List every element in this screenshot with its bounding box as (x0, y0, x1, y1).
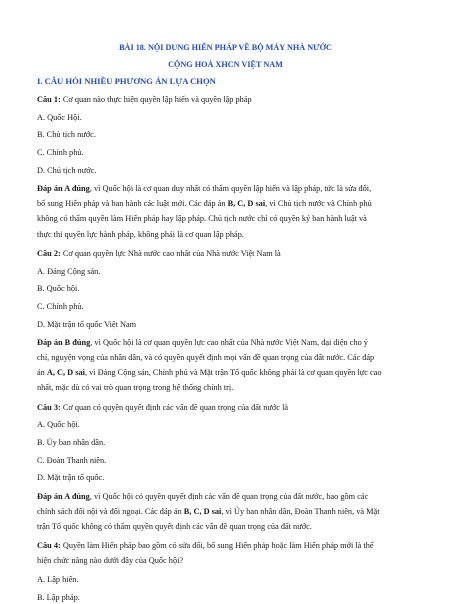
question-2 (37, 248, 414, 260)
answer-text: , vì Chủ tịch nước và Chính phủ (265, 199, 372, 209)
option: B. Quốc hội. (37, 284, 80, 294)
page-title: BÀI 18. NỘI DUNG HIẾN PHÁP VỀ BỘ MÁY NHÀ NƯỚC (119, 43, 332, 52)
answer-text: chí, nguyện vọng của nhân dân, và có quyền quyết định mọi vấn đề quan trọng của đất nước. Các đáp (37, 353, 375, 363)
question-text: hiện chức năng nào dưới đây của Quốc hội? (37, 556, 184, 566)
option: A. Đảng Cộng sản. (37, 266, 101, 276)
page-subtitle: CỘNG HOÀ XHCN VIỆT NAM (168, 60, 283, 69)
answer-text: , vì Quốc hội là cơ quan quyền lực cao nhất của Nhà nước Việt Nam, đại diện cho ý (90, 337, 368, 347)
question-label: Câu 1: (37, 95, 61, 104)
answer-text: nhất, mặc dù có vai trò quan trọng trong hệ thống chính trị. (37, 383, 234, 393)
question-label: Câu 2: (37, 248, 61, 258)
answer-text: chính sách đối nội và đối ngoại. Các đáp án (37, 506, 184, 516)
question-label: Câu 4: (37, 541, 61, 551)
question-4 (37, 538, 414, 568)
option: B. Lập pháp. (37, 592, 80, 602)
answer-explanation-3 (37, 489, 414, 535)
answer-text: , vì Ủy ban nhân dân, Đoàn Thanh niên, và Mặt (221, 506, 380, 516)
answer-label: Đáp án A đúng (37, 491, 90, 501)
answer-text: thực thi quyền lực hành pháp, không phải là cơ quan lập pháp. (37, 229, 244, 239)
option: B. Chủ tịch nước. (37, 130, 96, 140)
option: A. Quốc Hội. (37, 112, 82, 122)
question-1 (37, 94, 414, 106)
option: D. Mặt trận tổ quốc Việt Nam (37, 319, 137, 329)
answer-label: Đáp án B đúng (37, 337, 91, 347)
question-text: Cơ quan nào thực hiện quyền lập hiến và quyền lập pháp (60, 95, 252, 104)
option: B. Ủy ban nhân dân. (37, 438, 106, 448)
option: D. Mặt trận tổ quốc. (37, 473, 105, 483)
answer-text: không có thẩm quyền làm Hiến pháp hay lập pháp. Chủ tịch nước chỉ có quyền ký ban hành luật và (37, 214, 367, 224)
answer-wrong-options: A, C, D sai (46, 368, 85, 378)
option: A. Lập hiến. (37, 575, 79, 585)
question-3 (37, 402, 414, 414)
answer-text: , vì Đảng Cộng sản, Chính phủ và Mặt trận Tổ quốc không phải là cơ quan quyền lực cao (84, 368, 382, 378)
option: C. Chính phủ. (37, 301, 84, 311)
answer-text: trận Tổ quốc không có thẩm quyền quyết định các vấn đề quan trọng của đất nước. (37, 522, 312, 532)
option: C. Đoàn Thanh niên. (37, 455, 107, 465)
answer-label: Đáp án A đúng (37, 184, 90, 194)
answer-explanation-2 (37, 335, 414, 396)
option: C. Chính phủ. (37, 148, 84, 158)
answer-wrong-options: B, C, D sai (227, 199, 266, 209)
answer-explanation-1 (37, 181, 414, 242)
section-heading: I. CÂU HỎI NHIỀU PHƯƠNG ÁN LỰA CHỌN (37, 76, 216, 86)
option: D. Chủ tịch nước. (37, 165, 97, 175)
question-text: Cơ quan có quyền quyết định các vấn đề quan trọng của đất nước là (60, 402, 289, 412)
option: A. Quốc hội. (37, 420, 80, 430)
answer-text: bổ sung Hiến pháp và ban hành các luật mới. Các đáp án (37, 199, 228, 209)
answer-text: , vì Quốc hội là cơ quan duy nhất có thẩm quyền lập hiến và lập pháp, tức là sửa đổi, (89, 184, 372, 194)
question-text: Quyền làm Hiến pháp bao gồm có sửa đổi, bổ sung Hiến pháp hoặc làm Hiến pháp mới là thể (60, 541, 374, 551)
answer-wrong-options: B, C, D sai (183, 506, 222, 516)
question-label: Câu 3: (37, 402, 61, 412)
answer-text: , vì Quốc hội có quyền quyết định các vấn đề quan trọng của đất nước, bao gồm các (89, 491, 369, 501)
answer-text: án (37, 368, 47, 378)
question-text: Cơ quan quyền lực Nhà nước cao nhất của Nhà nước Việt Nam là (60, 248, 281, 258)
